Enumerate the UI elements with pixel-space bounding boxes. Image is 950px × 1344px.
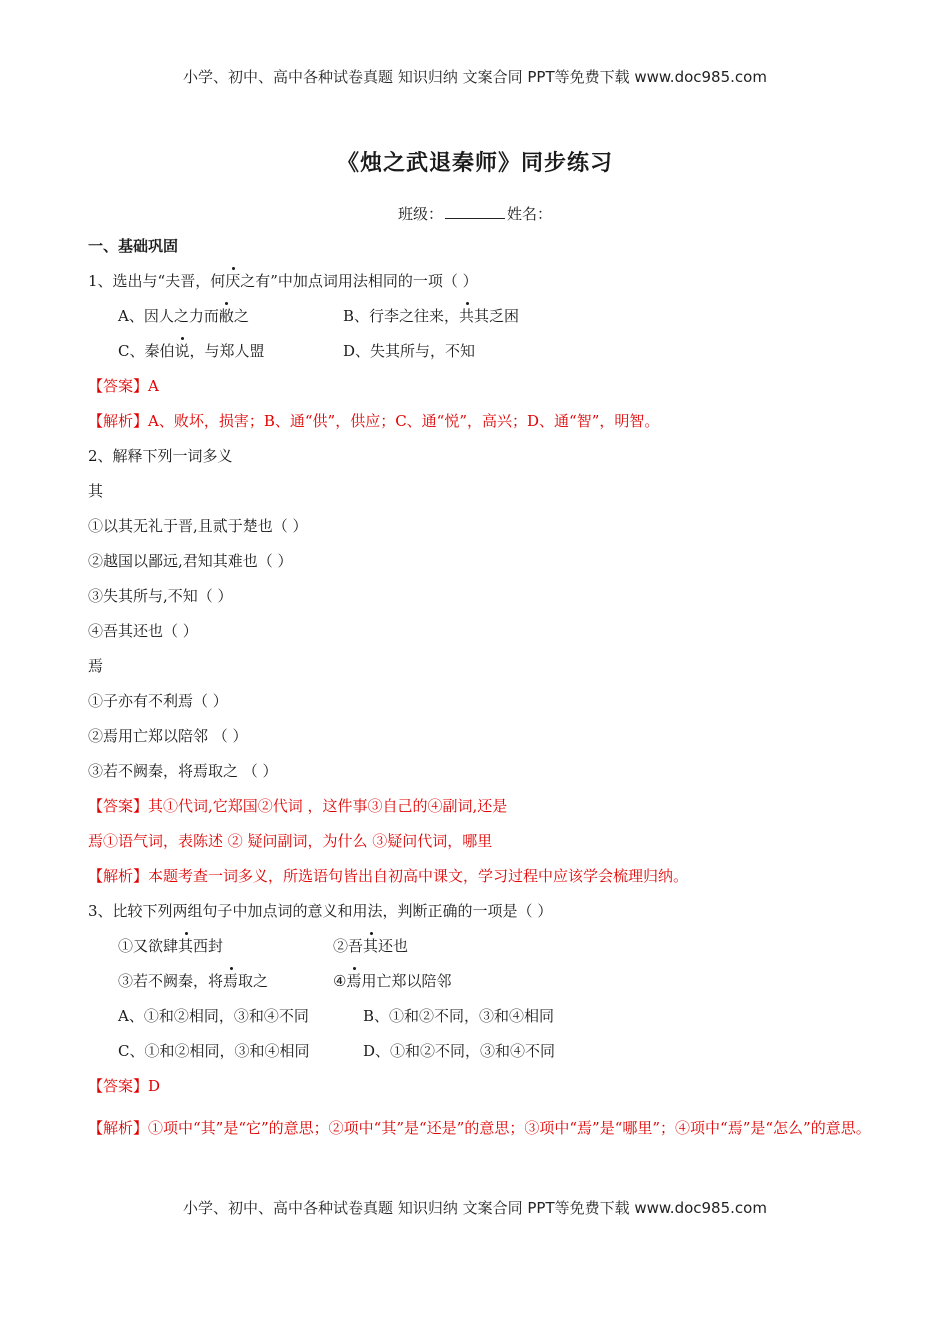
- q3-option-d[interactable]: D、①和②不同，③和④不同: [363, 1042, 556, 1060]
- footer-banner[interactable]: 小学、初中、高中各种试卷真题 知识归纳 文案合同 PPT等免费下载 www.doc985.com: [183, 1199, 767, 1217]
- q2-answer-continued: 焉①语气词，表陈述 ② 疑问副词，为什么 ③疑问代词，哪里: [88, 832, 493, 850]
- emphasis-dot-char: 敝: [218, 307, 234, 325]
- q3-sentence-2: ②吾其还也: [333, 937, 409, 955]
- q2-analysis: 【解析】本题考查一词多义，所选语句皆出自初高中课文，学习过程中应该学会梳理归纳。: [88, 867, 689, 885]
- name-label: 姓名：: [507, 205, 553, 223]
- q2-answer: 【答案】其①代词,它郑国②代词 ，这件事③自己的④副词,还是: [88, 797, 508, 815]
- emphasis-dot-char: 厌: [225, 272, 241, 290]
- q3-stem: 3、比较下列两组句子中加点词的意义和用法，判断正确的一项是（ ）: [88, 902, 553, 920]
- q3-sentence-4: ④焉用亡郑以陪邻: [333, 972, 452, 990]
- q2-yan-item: ③若不阙秦，将焉取之 （ ）: [88, 762, 278, 780]
- q2-stem: 2、解释下列一词多义: [88, 447, 233, 465]
- q3-sentences-row-1: [88, 936, 873, 956]
- q2-qi-item: ②越国以鄙远,君知其难也（ ）: [88, 552, 293, 570]
- q3-sentence-1: ①又欲肆其西封: [118, 937, 224, 955]
- q3-sentence-3: ③若不阙秦，将焉取之: [118, 972, 269, 990]
- q2-qi-item: ①以其无礼于晋,且贰于楚也（ ）: [88, 517, 308, 535]
- q1-option-a[interactable]: A、因人之力而敝之: [118, 307, 249, 325]
- emphasis-dot-char: 其: [363, 937, 379, 955]
- q1-stem: 1、选出与“夫晋，何厌之有”中加点词用法相同的一项（ ）: [88, 272, 478, 290]
- emphasis-dot-char: 说: [174, 342, 190, 360]
- q2-qi-item: ④吾其还也（ ）: [88, 622, 198, 640]
- q1-options-row-2: [88, 341, 873, 361]
- q3-option-c[interactable]: C、①和②相同，③和④相同: [118, 1042, 310, 1060]
- q2-yan-item: ①子亦有不利焉（ ）: [88, 692, 228, 710]
- class-label: 班级：: [397, 205, 443, 223]
- section-heading: 一、基础巩固: [88, 237, 179, 255]
- q3-analysis: 【解析】①项中“其”是“它”的意思；②项中“其”是“还是”的意思；③项中“焉”是“哪里”；④项中“焉”是“怎么”的意思。: [88, 1119, 871, 1137]
- q3-options-row-1: [88, 1006, 873, 1026]
- q2-yan-item: ②焉用亡郑以陪邻 （ ）: [88, 727, 248, 745]
- q3-options-row-2: [88, 1041, 873, 1061]
- emphasis-dot-char: 其: [178, 937, 194, 955]
- class-name-line: [0, 203, 950, 224]
- q1-option-b[interactable]: B、行李之往来，共其乏困: [343, 307, 520, 325]
- q1-option-c[interactable]: C、秦伯说，与郑人盟: [118, 342, 265, 360]
- q1-answer: 【答案】A: [88, 377, 159, 395]
- q1-analysis: 【解析】A、败坏，损害；B、通“供”，供应；C、通“悦”，高兴；D、通“智”，明智。: [88, 412, 660, 430]
- emphasis-dot-char: 焉: [223, 972, 239, 990]
- q1-options-row-1: [88, 306, 873, 326]
- q2-qi-item: ③失其所与,不知（ ）: [88, 587, 233, 605]
- q2-word-qi: 其: [88, 482, 104, 500]
- q3-option-a[interactable]: A、①和②相同，③和④不同: [118, 1007, 309, 1025]
- q2-word-yan: 焉: [88, 657, 104, 675]
- main-content: [88, 236, 873, 1146]
- emphasis-dot-char: 焉: [346, 972, 362, 990]
- emphasis-dot-char: 共: [459, 307, 475, 325]
- q1-option-d[interactable]: D、失其所与，不知: [343, 342, 476, 360]
- q3-option-b[interactable]: B、①和②不同，③和④相同: [363, 1007, 555, 1025]
- q3-sentences-row-2: [88, 971, 873, 991]
- header-banner[interactable]: 小学、初中、高中各种试卷真题 知识归纳 文案合同 PPT等免费下载 www.doc985.com: [183, 68, 767, 86]
- class-blank[interactable]: [445, 204, 505, 219]
- q3-answer: 【答案】D: [88, 1077, 161, 1095]
- page-title: 《烛之武退秦师》同步练习: [336, 151, 613, 176]
